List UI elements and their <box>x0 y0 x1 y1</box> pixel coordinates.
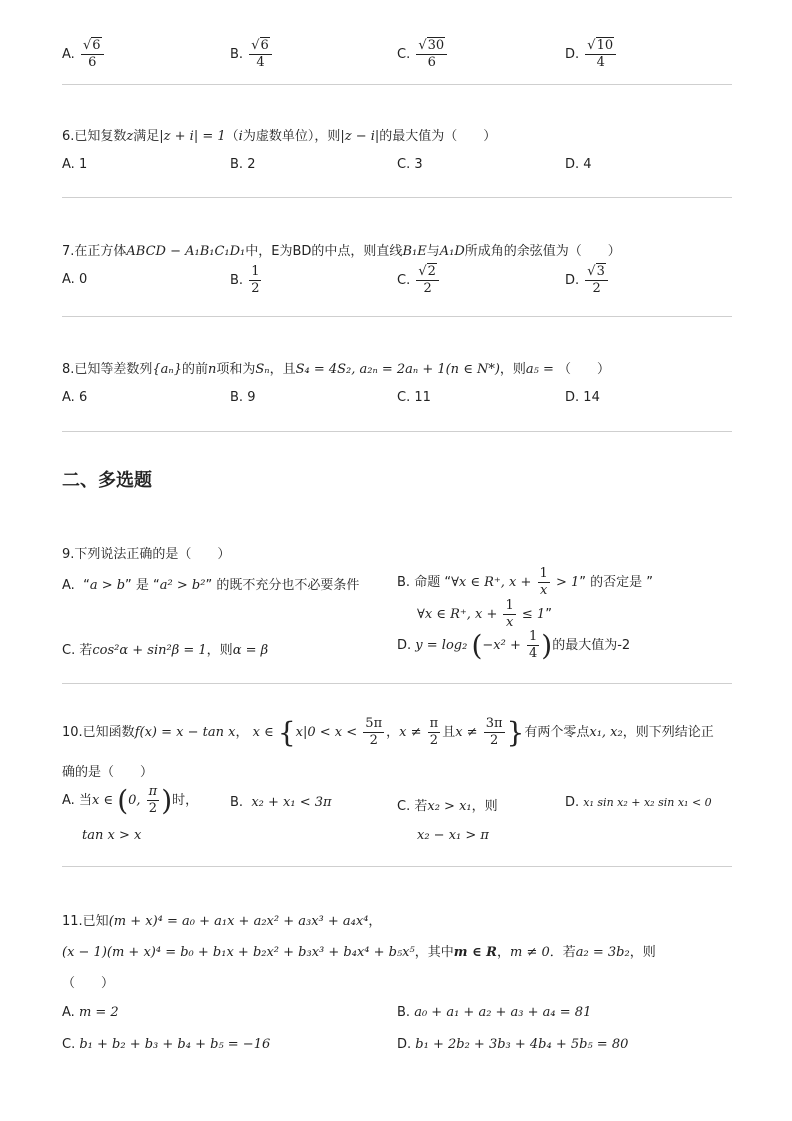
q10-option-c[interactable]: C. 若x₂ > x₁，则 <box>397 799 498 814</box>
fraction: $\frac{\pi}{2}$ <box>429 716 439 748</box>
q7-option-c[interactable]: C. $\frac{√2}{2}$ <box>397 264 441 297</box>
divider <box>62 683 732 684</box>
q10-option-a[interactable]: A. 当x ∈ (0, $\frac{\pi}{2}$ )时， <box>62 784 199 817</box>
q11-option-d[interactable]: D. b₁ + 2b₂ + 3b₃ + 4b₄ + 5b₅ = 80 <box>397 1037 629 1052</box>
q7-stem: 7.在正方体ABCD − A₁B₁C₁D₁中，E为BD的中点，则直线B₁E与A₁D所成角的余弦值为（ ） <box>62 244 621 259</box>
q8-option-b[interactable]: B. 9 <box>230 390 256 405</box>
q11-stem-line2: (x − 1)(m + x)⁴ = b₀ + b₁x + b₂x² + b₃x³ + b₄x⁴ + b₅x⁵，其中m ∈ R，m ≠ 0．若a₂ = 3b₂，则 <box>62 945 656 960</box>
fraction: $\frac{√30}{6}$ <box>416 38 447 71</box>
fraction: $\frac{√10}{4}$ <box>585 38 616 71</box>
section-title: 二、多选题 <box>62 470 152 491</box>
divider <box>62 866 732 867</box>
q7-option-b[interactable]: B. $\frac{1}{2}$ <box>230 264 260 296</box>
q10-option-a-cont: tan x > x <box>82 828 142 843</box>
q11-stem-line1: 11.已知(m + x)⁴ = a₀ + a₁x + a₂x² + a₃x³ + a₄x⁴， <box>62 914 382 929</box>
q6-option-b[interactable]: B. 2 <box>230 157 256 172</box>
divider <box>62 84 732 85</box>
q9-stem: 9.下列说法正确的是（ ） <box>62 547 231 562</box>
fraction: $\frac{√2}{2}$ <box>416 264 439 297</box>
q5-option-d[interactable] <box>565 38 618 71</box>
q9-option-d[interactable]: D. y = log₂ (−x² + $\frac{1}{4}$ )的最大值为-2 <box>397 629 631 662</box>
q9-option-b[interactable]: B. 命题 “∀x ∈ R⁺, x + $\frac{1}{x}$ > 1” 的否定是 ” <box>397 566 654 598</box>
option-label: D. <box>565 47 580 62</box>
option-label: B. <box>230 47 244 62</box>
q6-option-a[interactable]: A. 1 <box>62 157 88 172</box>
fraction: $\frac{\pi}{2}$ <box>148 784 158 816</box>
q8-option-c[interactable]: C. 11 <box>397 390 431 405</box>
q9-option-c[interactable]: C. 若cos²α + sin²β = 1，则α = β <box>62 643 269 658</box>
fraction: $\frac{√6}{4}$ <box>249 38 272 71</box>
divider <box>62 431 732 432</box>
q8-stem: 8.已知等差数列{aₙ}的前n项和为Sₙ，且S₄ = 4S₂, a₂ₙ = 2aₙ + 1(n ∈ N*)，则a₅ = （ ） <box>62 362 611 377</box>
option-label: A. <box>62 47 75 62</box>
divider <box>62 316 732 317</box>
fraction: $\frac{1}{x}$ <box>505 598 514 630</box>
q10-stem-cont: 确的是（ ） <box>62 765 154 780</box>
fraction: $\frac{3\pi}{2}$ <box>485 716 503 748</box>
q11-option-b[interactable]: B. a₀ + a₁ + a₂ + a₃ + a₄ = 81 <box>397 1005 592 1020</box>
q10-option-b[interactable]: B. x₂ + x₁ < 3π <box>230 795 332 810</box>
q5-option-b[interactable] <box>230 38 274 71</box>
q6-option-d[interactable]: D. 4 <box>565 157 592 172</box>
fraction: $\frac{1}{4}$ <box>529 629 538 661</box>
q11-option-c[interactable]: C. b₁ + b₂ + b₃ + b₄ + b₅ = −16 <box>62 1037 271 1052</box>
q5-option-c[interactable] <box>397 38 449 71</box>
q6-option-c[interactable]: C. 3 <box>397 157 423 172</box>
fraction: $\frac{5\pi}{2}$ <box>365 716 383 748</box>
q5-option-a[interactable] <box>62 38 106 71</box>
option-label: C. <box>397 47 411 62</box>
q11-option-a[interactable]: A. m = 2 <box>62 1005 119 1020</box>
q8-option-d[interactable]: D. 14 <box>565 390 600 405</box>
q7-option-d[interactable]: D. $\frac{√3}{2}$ <box>565 264 610 297</box>
q8-option-a[interactable]: A. 6 <box>62 390 88 405</box>
q7-option-a[interactable]: A. 0 <box>62 272 88 287</box>
fraction: $\frac{1}{2}$ <box>251 264 260 296</box>
q6-stem: 6.已知复数z满足|z + i| = 1（i为虚数单位），则|z − i|的最大值为（ ） <box>62 129 497 144</box>
q10-option-d[interactable]: D. x₁ sin x₂ + x₂ sin x₁ < 0 <box>565 795 712 810</box>
fraction: $\frac{1}{x}$ <box>539 566 548 598</box>
q10-option-c-cont: x₂ − x₁ > π <box>417 828 489 843</box>
divider <box>62 197 732 198</box>
fraction: $\frac{√6}{6}$ <box>81 38 104 71</box>
q9-option-b-cont: ∀x ∈ R⁺, x + $\frac{1}{x}$ ≤ 1” <box>417 598 552 630</box>
q11-stem-line3: （ ） <box>62 976 115 991</box>
q10-stem: 10.已知函数f(x) = x − tan x， x ∈ {x|0 < x < $\frac{5\pi}{2}$ ，x ≠ $\frac{\pi}{2}$ 且x ≠ $\frac{3\pi}{2}$ }有两个零点x₁, x₂，则下列结论正 <box>62 716 714 749</box>
q9-option-a[interactable]: A. “a > b” 是 “a² > b²” 的既不充分也不必要条件 <box>62 578 360 593</box>
fraction: $\frac{√3}{2}$ <box>585 264 608 297</box>
